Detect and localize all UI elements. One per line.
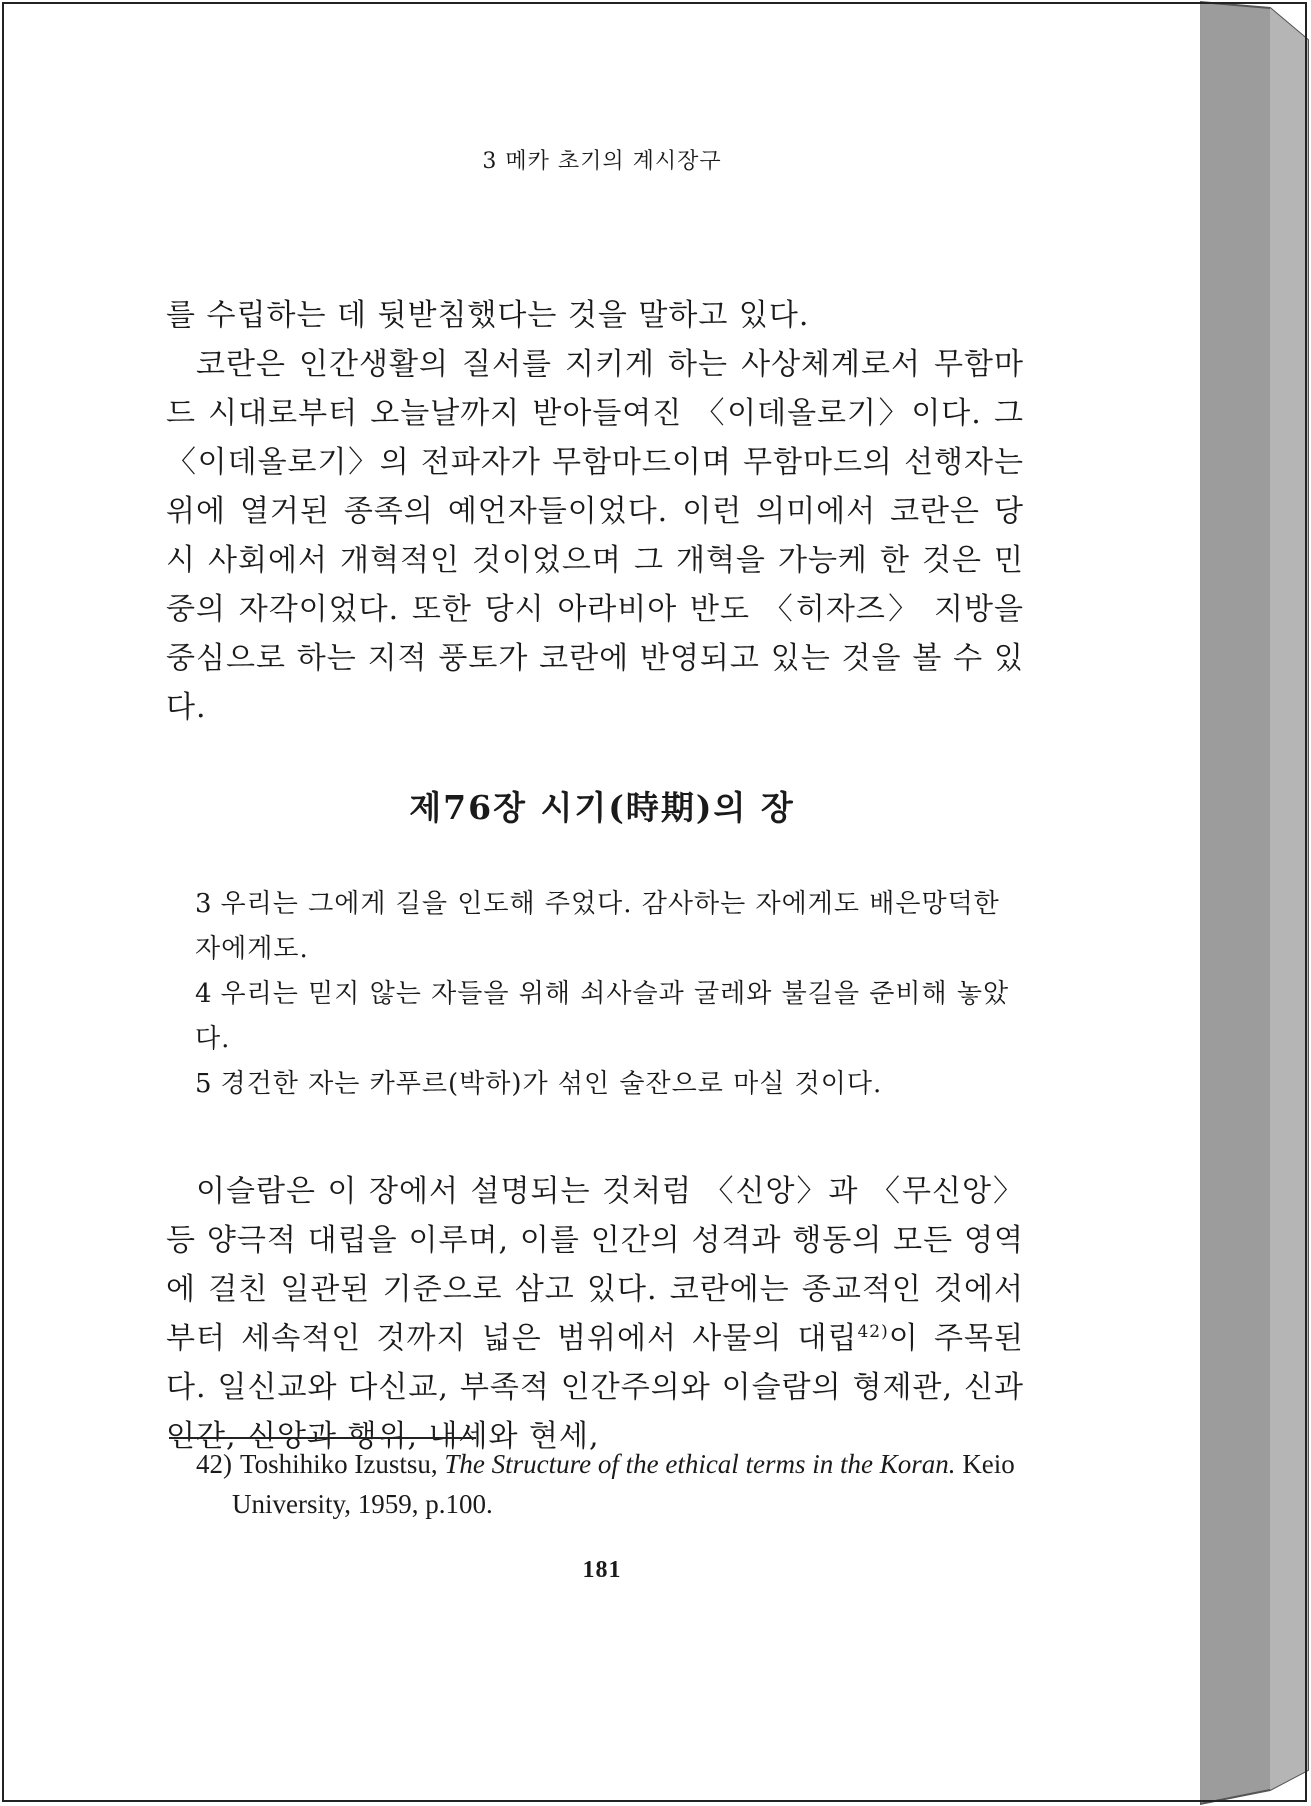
page-frame xyxy=(2,2,1307,1802)
running-head: 3 메카 초기의 계시장구 xyxy=(482,149,722,174)
verse-number: 5 xyxy=(195,1069,213,1099)
footnote-number: 42) xyxy=(196,1449,232,1479)
footnote-author: Toshihiko Izustsu, xyxy=(240,1449,438,1479)
paragraph-continuation: 를 수립하는 데 뒷받침했다는 것을 말하고 있다. xyxy=(166,298,810,333)
chapter-title: 제76장 시기(時期)의 장 xyxy=(409,788,795,827)
footnote-publisher: Keio xyxy=(962,1449,1015,1479)
verse-text: 우리는 믿지 않는 자들을 위해 쇠사슬과 굴레와 불길을 준비해 놓았다. xyxy=(195,979,1010,1054)
footnote-details: University, 1959, p.100. xyxy=(232,1489,493,1519)
verse-text: 경건한 자는 카푸르(박하)가 섞인 술잔으로 마실 것이다. xyxy=(220,1069,883,1099)
footnote-title: The Structure of the ethical terms in the Koran. xyxy=(444,1449,956,1479)
page-number: 181 xyxy=(582,1557,622,1583)
verse-number: 4 xyxy=(195,979,213,1009)
paragraph-text: 이슬람은 이 장에서 설명되는 것처럼 〈신앙〉과 〈무신앙〉 등 양극적 대립을 이루며, 이를 인간의 성격과 행동의 모든 영역에 걸친 일관된 기준으로 삼고 있다. 코란에는 종교적인 것에서부터 세속적인 것까지 넓은 범위에서 사물의 대립 xyxy=(166,1174,1024,1356)
paragraph-text: 이 주목된다. 일신교와 다신교, 부족적 인간주의와 이슬람의 형제관, 신과 인간, 신앙과 행위, 내세와 현세, xyxy=(166,1321,1024,1454)
paragraph-koran-ideology: 코란은 인간생활의 질서를 지키게 하는 사상체계로서 무함마드 시대로부터 오늘날까지 받아들여진 〈이데올로기〉이다. 그 〈이데올로기〉의 전파자가 무함마드이며 무함마드의 선행자는 위에 열거된 종족의 예언자들이었다. 이런 의미에서 코란은 당시 사회에서 개혁적인 것이었으며 그 개혁을 가능케 한 것은 민중의 자각이었다. 또한 당시 아라비아 반도 〈히자즈〉 지방을 중심으로 하는 지적 풍토가 코란에 반영되고 있는 것을 볼 수 있다. xyxy=(166,347,1024,725)
verse-number: 3 xyxy=(195,889,213,919)
verse-text: 우리는 그에게 길을 인도해 주었다. 감사하는 자에게도 배은망덕한 자에게도. xyxy=(195,889,1000,964)
footnote-reference: 42) xyxy=(857,1322,889,1342)
